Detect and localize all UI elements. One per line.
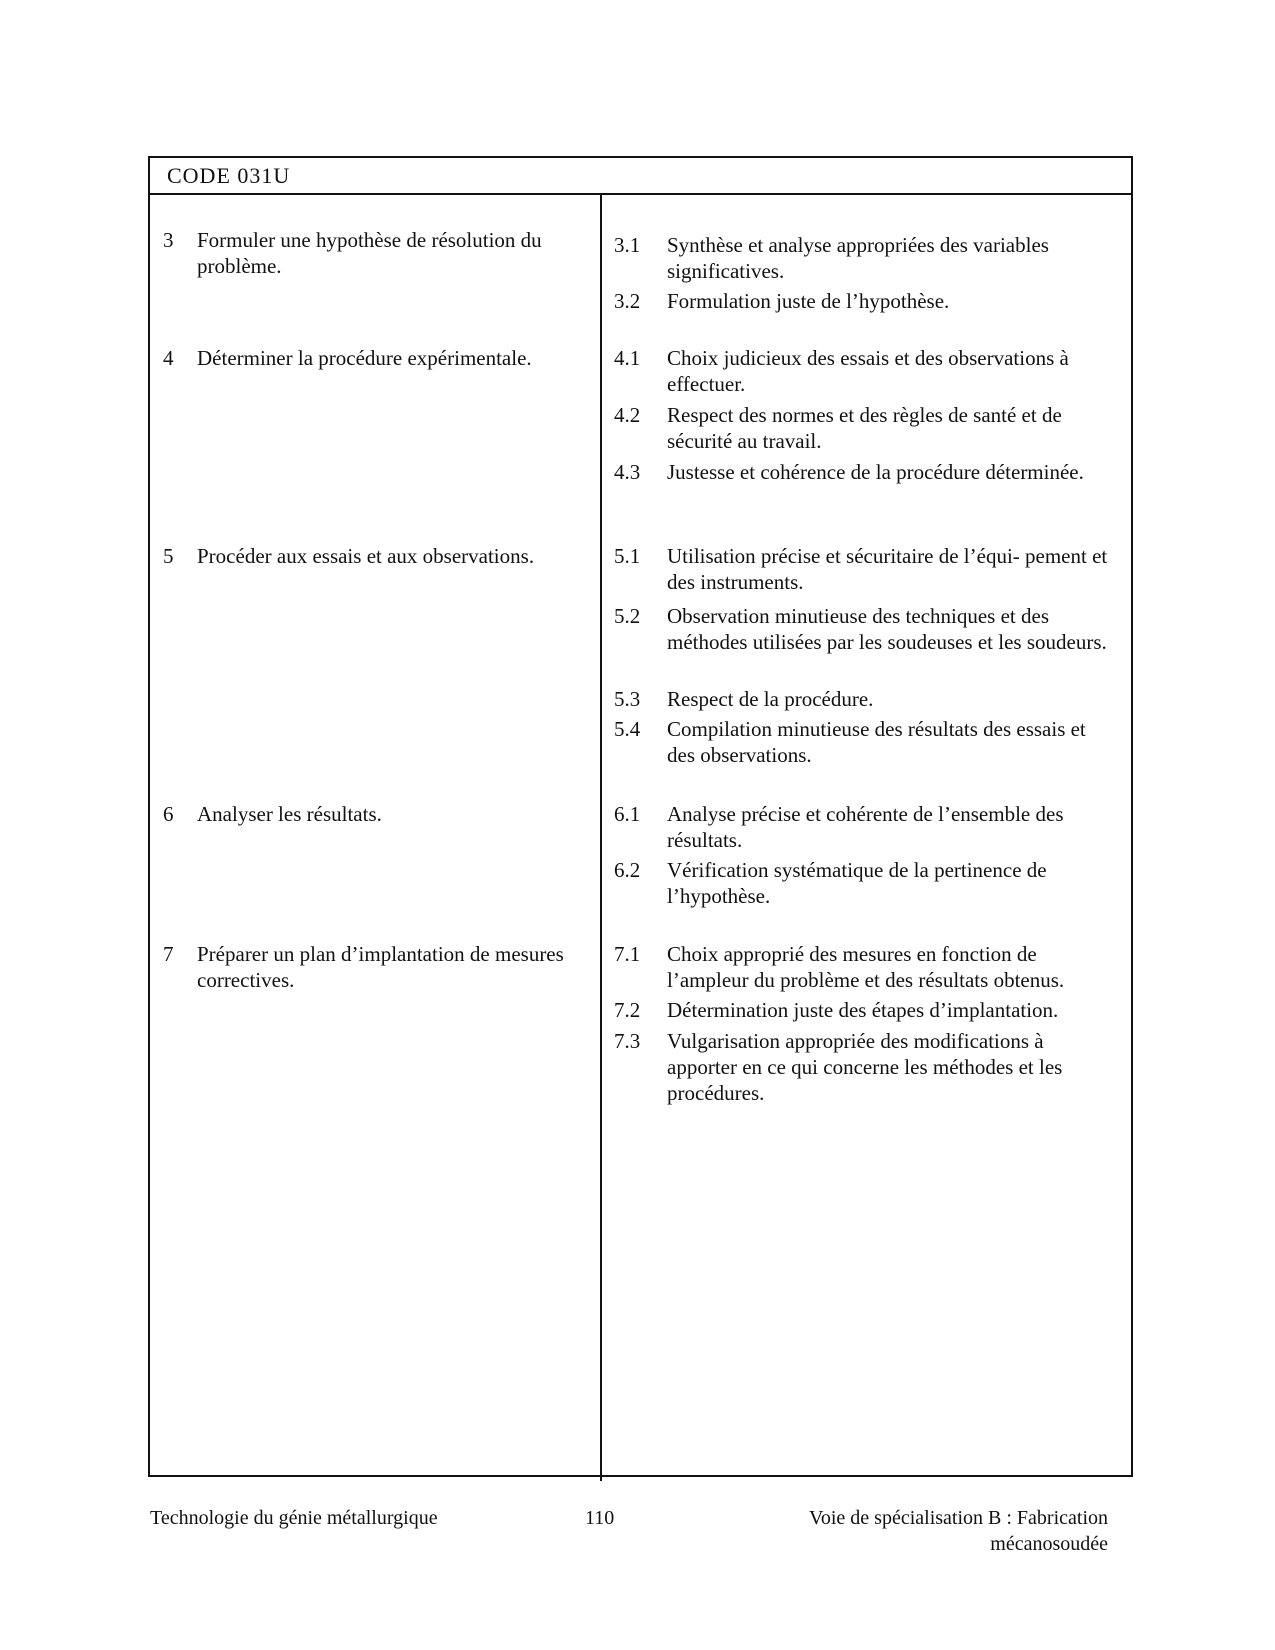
item-text: Choix approprié des mesures en fonction de l’ampleur du problème et des résultats obtenus. <box>667 942 1065 992</box>
item-number: 3.2 <box>614 289 641 313</box>
item-number: 5.3 <box>614 687 641 711</box>
item-text: Compilation minutieuse des résultats des essais et des observations. <box>667 717 1086 767</box>
item-text: Formulation juste de l’hypothèse. <box>667 289 950 313</box>
item-text: Respect de la procédure. <box>667 687 874 711</box>
right-item <box>614 686 1114 712</box>
item-number: 6.2 <box>614 858 641 882</box>
item-text: Vérification systématique de la pertinence de l’hypothèse. <box>667 858 1047 908</box>
item-text: Choix judicieux des essais et des observations à effectuer. <box>667 346 1069 396</box>
item-number: 7.2 <box>614 998 641 1022</box>
item-number: 6.1 <box>614 802 641 826</box>
footer-title: Technologie du génie métallurgique <box>150 1507 438 1529</box>
code-header: CODE 031U <box>167 163 291 188</box>
item-number: 4.3 <box>614 460 641 484</box>
item-text: Synthèse et analyse appropriées des variables significatives. <box>667 233 1049 283</box>
item-number: 5.4 <box>614 717 641 741</box>
item-text: Utilisation précise et sécuritaire de l’équi- pement et des instruments. <box>667 544 1108 594</box>
header-divider <box>148 193 1131 195</box>
right-item <box>614 857 1114 909</box>
item-text: Observation minutieuse des techniques et des méthodes utilisées par les soudeuses et les soudeurs. <box>667 604 1107 654</box>
item-text: Vulgarisation appropriée des modifications à apporter en ce qui concerne les méthodes et les procédures. <box>667 1029 1063 1105</box>
right-item <box>614 402 1114 454</box>
left-item <box>163 227 583 279</box>
page-number: 110 <box>585 1507 615 1529</box>
right-item <box>614 232 1114 284</box>
column-divider <box>600 194 602 1481</box>
left-item <box>163 543 583 569</box>
right-item <box>614 941 1114 993</box>
item-text: Justesse et cohérence de la procédure déterminée. <box>667 460 1084 484</box>
item-text: Procéder aux essais et aux observations. <box>197 544 535 568</box>
right-item <box>614 459 1114 485</box>
right-item <box>614 543 1114 595</box>
left-item <box>163 941 583 993</box>
footer-specialization <box>809 1505 1108 1557</box>
left-item <box>163 345 583 371</box>
right-item <box>614 345 1114 397</box>
right-item <box>614 716 1114 768</box>
footer-line-2: mécanosoudée <box>990 1533 1108 1555</box>
item-number: 3 <box>163 228 174 252</box>
item-text: Analyser les résultats. <box>197 802 382 826</box>
item-number: 7 <box>163 942 174 966</box>
right-item <box>614 603 1114 655</box>
item-number: 5.1 <box>614 544 641 568</box>
right-item <box>614 288 1114 314</box>
item-number: 7.1 <box>614 942 641 966</box>
item-text: Formuler une hypothèse de résolution du problème. <box>197 228 542 278</box>
footer-line-1: Voie de spécialisation B : Fabrication <box>808 1507 1108 1529</box>
item-number: 5.2 <box>614 604 641 628</box>
right-item <box>614 801 1114 853</box>
item-text: Préparer un plan d’implantation de mesures correctives. <box>197 942 564 992</box>
item-text: Déterminer la procédure expérimentale. <box>197 346 532 370</box>
item-number: 4 <box>163 346 174 370</box>
right-item <box>614 997 1114 1023</box>
item-text: Analyse précise et cohérente de l’ensemble des résultats. <box>667 802 1064 852</box>
item-number: 6 <box>163 802 174 826</box>
item-number: 4.2 <box>614 403 641 427</box>
item-number: 7.3 <box>614 1029 641 1053</box>
left-item <box>163 801 583 827</box>
item-number: 4.1 <box>614 346 641 370</box>
item-number: 3.1 <box>614 233 641 257</box>
item-text: Respect des normes et des règles de santé et de sécurité au travail. <box>667 403 1062 453</box>
item-text: Détermination juste des étapes d’implantation. <box>667 998 1059 1022</box>
item-number: 5 <box>163 544 174 568</box>
right-item <box>614 1028 1114 1106</box>
